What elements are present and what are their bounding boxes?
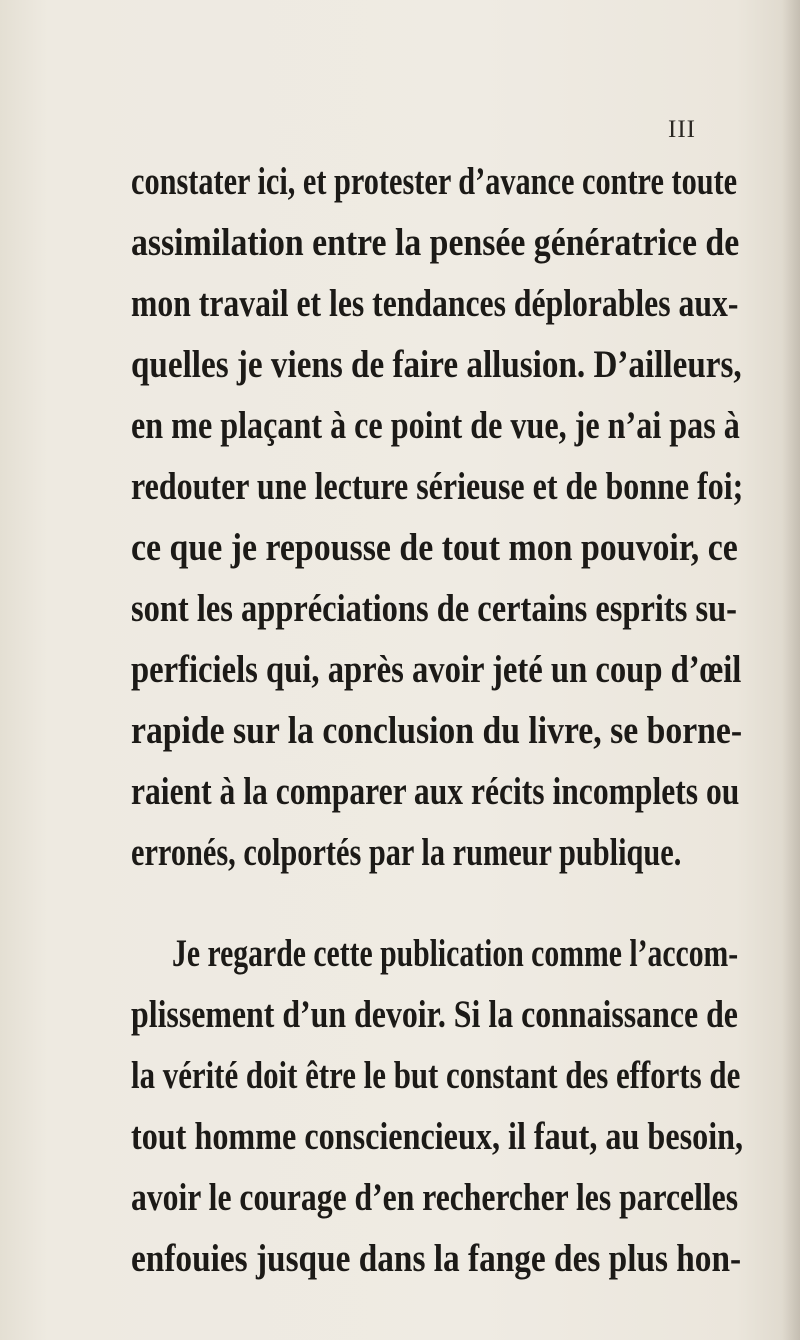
text-line: ce que je repousse de tout mon pouvoir, ce	[131, 526, 738, 569]
text-line: rapide sur la conclusion du livre, se borne-	[131, 709, 743, 752]
text-line: enfouies jusque dans la fange des plus hon-	[131, 1237, 742, 1280]
page-edge-shadow	[782, 0, 800, 1340]
text-line: Je regarde cette publication comme l’accom-	[172, 932, 739, 975]
text-line: en me plaçant à ce point de vue, je n’ai pas à	[131, 404, 740, 447]
text-line: tout homme consciencieux, il faut, au besoin,	[131, 1115, 744, 1158]
text-line: assimilation entre la pensée génératrice de	[131, 221, 740, 264]
page-number: III	[668, 116, 696, 143]
text-line: quelles je viens de faire allusion. D’ailleurs,	[131, 343, 742, 386]
text-line: constater ici, et protester d’avance contre toute	[131, 160, 738, 203]
text-line: sont les appréciations de certains esprits su-	[131, 587, 737, 630]
text-line: avoir le courage d’en rechercher les parcelles	[131, 1176, 739, 1219]
text-line: la vérité doit être le but constant des efforts de	[131, 1054, 741, 1097]
text-line: perficiels qui, après avoir jeté un coup d’œil	[131, 648, 742, 691]
text-line: plissement d’un devoir. Si la connaissance de	[131, 993, 738, 1036]
text-line: redouter une lecture sérieuse et de bonne foi;	[131, 465, 744, 508]
text-line: mon travail et les tendances déplorables aux-	[131, 282, 739, 325]
text-line: erronés, colportés par la rumeur publique.	[131, 831, 682, 874]
text-line: raient à la comparer aux récits incomplets ou	[131, 770, 740, 813]
